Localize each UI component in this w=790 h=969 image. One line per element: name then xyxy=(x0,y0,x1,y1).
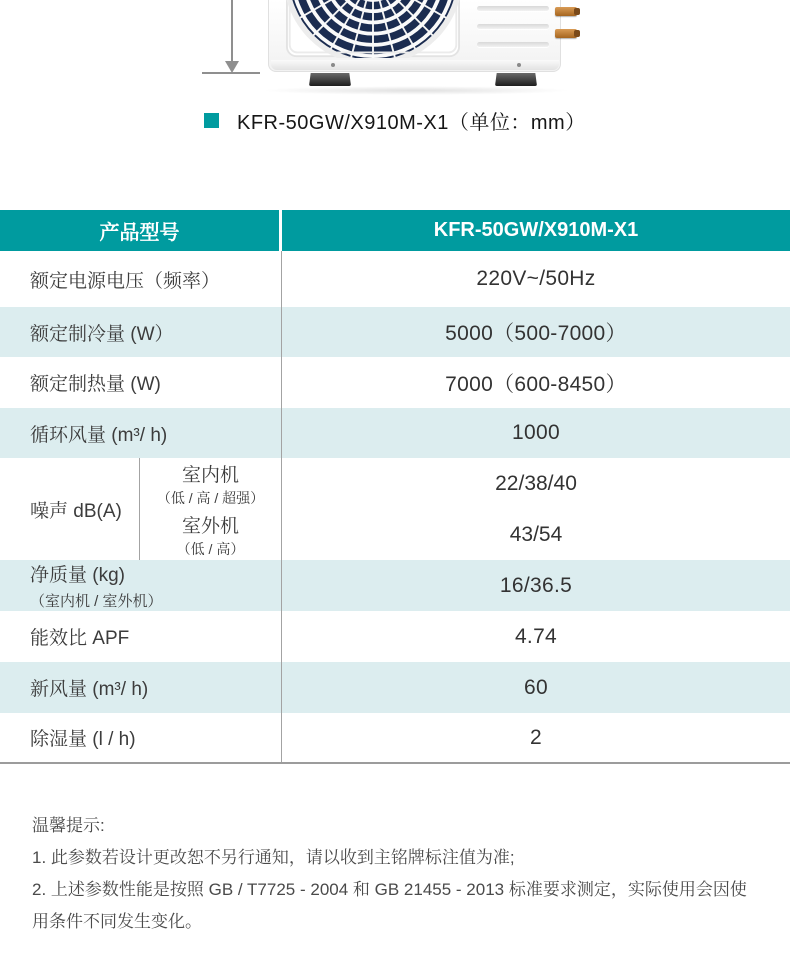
screw-icon xyxy=(331,63,335,67)
row-value: 7000（600-8450） xyxy=(445,372,627,396)
spec-row-net-weight xyxy=(0,560,790,611)
spec-row-fresh-air xyxy=(0,662,790,713)
row-label: 额定制冷量 (W） xyxy=(0,307,282,357)
tips-item: 1. 此参数若设计更改恕不另行通知，请以收到主铭牌标注值为准; xyxy=(32,848,515,867)
sub-label: 室外机 xyxy=(181,515,239,537)
spec-table xyxy=(0,210,790,764)
dimension-line xyxy=(231,0,233,62)
sub-label: 室内机 xyxy=(181,464,239,486)
row-value: 43/54 xyxy=(509,522,563,546)
figure-caption xyxy=(204,106,586,135)
copper-valve-icon xyxy=(555,29,577,38)
louver-slat xyxy=(477,24,549,29)
product-photo xyxy=(0,0,790,100)
header-model: KFR-50GW/X910M-X1 xyxy=(282,210,790,251)
row-label-detail: （室内机 / 室外机） xyxy=(30,593,163,610)
row-value: 5000（500-7000） xyxy=(445,322,627,345)
row-label: 额定电源电压（频率） xyxy=(0,251,282,307)
caption-text: KFR-50GW/X910M-X1（单位：mm） xyxy=(237,112,586,134)
row-value: 4.74 xyxy=(514,624,558,648)
copper-valve-icon xyxy=(555,7,577,16)
row-label: 额定制热量 (W) xyxy=(0,357,282,408)
noise-values xyxy=(282,458,790,560)
dimension-baseline xyxy=(202,72,260,74)
header-product-label: 产品型号 xyxy=(0,210,282,251)
tips-item: 2. 上述参数性能是按照 GB / T7725 - 2004 和 GB 21455 - 2013 标准要求测定，实际使用会因使用条件不同发生变化。 xyxy=(32,880,747,931)
row-label: 噪声 dB(A) xyxy=(30,500,122,522)
row-label xyxy=(0,560,282,611)
spec-row-voltage xyxy=(0,251,790,307)
unit-foot xyxy=(495,73,537,86)
noise-sub-labels xyxy=(139,458,282,560)
louver-slat xyxy=(477,6,549,11)
teal-square-icon xyxy=(204,113,219,128)
outdoor-unit-image xyxy=(268,0,561,72)
louver-slat xyxy=(477,42,549,47)
tips-title: 温馨提示: xyxy=(32,816,105,835)
screw-icon xyxy=(517,63,521,67)
bottom-rail xyxy=(271,60,559,70)
row-label: 除湿量 (l / h) xyxy=(0,713,282,762)
row-label: 循环风量 (m³/ h) xyxy=(0,408,282,458)
row-value: 60 xyxy=(524,675,548,699)
table-body xyxy=(0,251,790,764)
shadow xyxy=(261,86,571,95)
spec-row-apf xyxy=(0,611,790,662)
tips-section xyxy=(32,810,760,938)
row-value: 22/38/40 xyxy=(495,471,577,495)
row-label: 新风量 (m³/ h) xyxy=(0,662,282,713)
row-value: 16/36.5 xyxy=(499,573,573,597)
spec-row-air-circulation xyxy=(0,408,790,458)
spec-row-heating-capacity xyxy=(0,357,790,408)
unit-foot xyxy=(309,73,351,86)
row-label: 能效比 APF xyxy=(0,611,282,662)
spec-row-dehumidify xyxy=(0,713,790,762)
sub-label-detail: （低 / 高） xyxy=(176,540,245,557)
spec-row-noise xyxy=(0,458,790,560)
spec-row-cooling-capacity xyxy=(0,307,790,357)
noise-outdoor-label xyxy=(140,509,281,560)
noise-indoor-label xyxy=(140,458,281,509)
sub-label-detail: （低 / 高 / 超强） xyxy=(156,489,265,506)
fan-grille-icon xyxy=(281,0,465,58)
row-value: 1000 xyxy=(512,421,560,444)
row-value: 2 xyxy=(530,725,542,749)
table-header xyxy=(0,210,790,251)
row-value: 220V~/50Hz xyxy=(476,267,596,290)
row-label-main: 净质量 (kg) xyxy=(30,565,126,586)
